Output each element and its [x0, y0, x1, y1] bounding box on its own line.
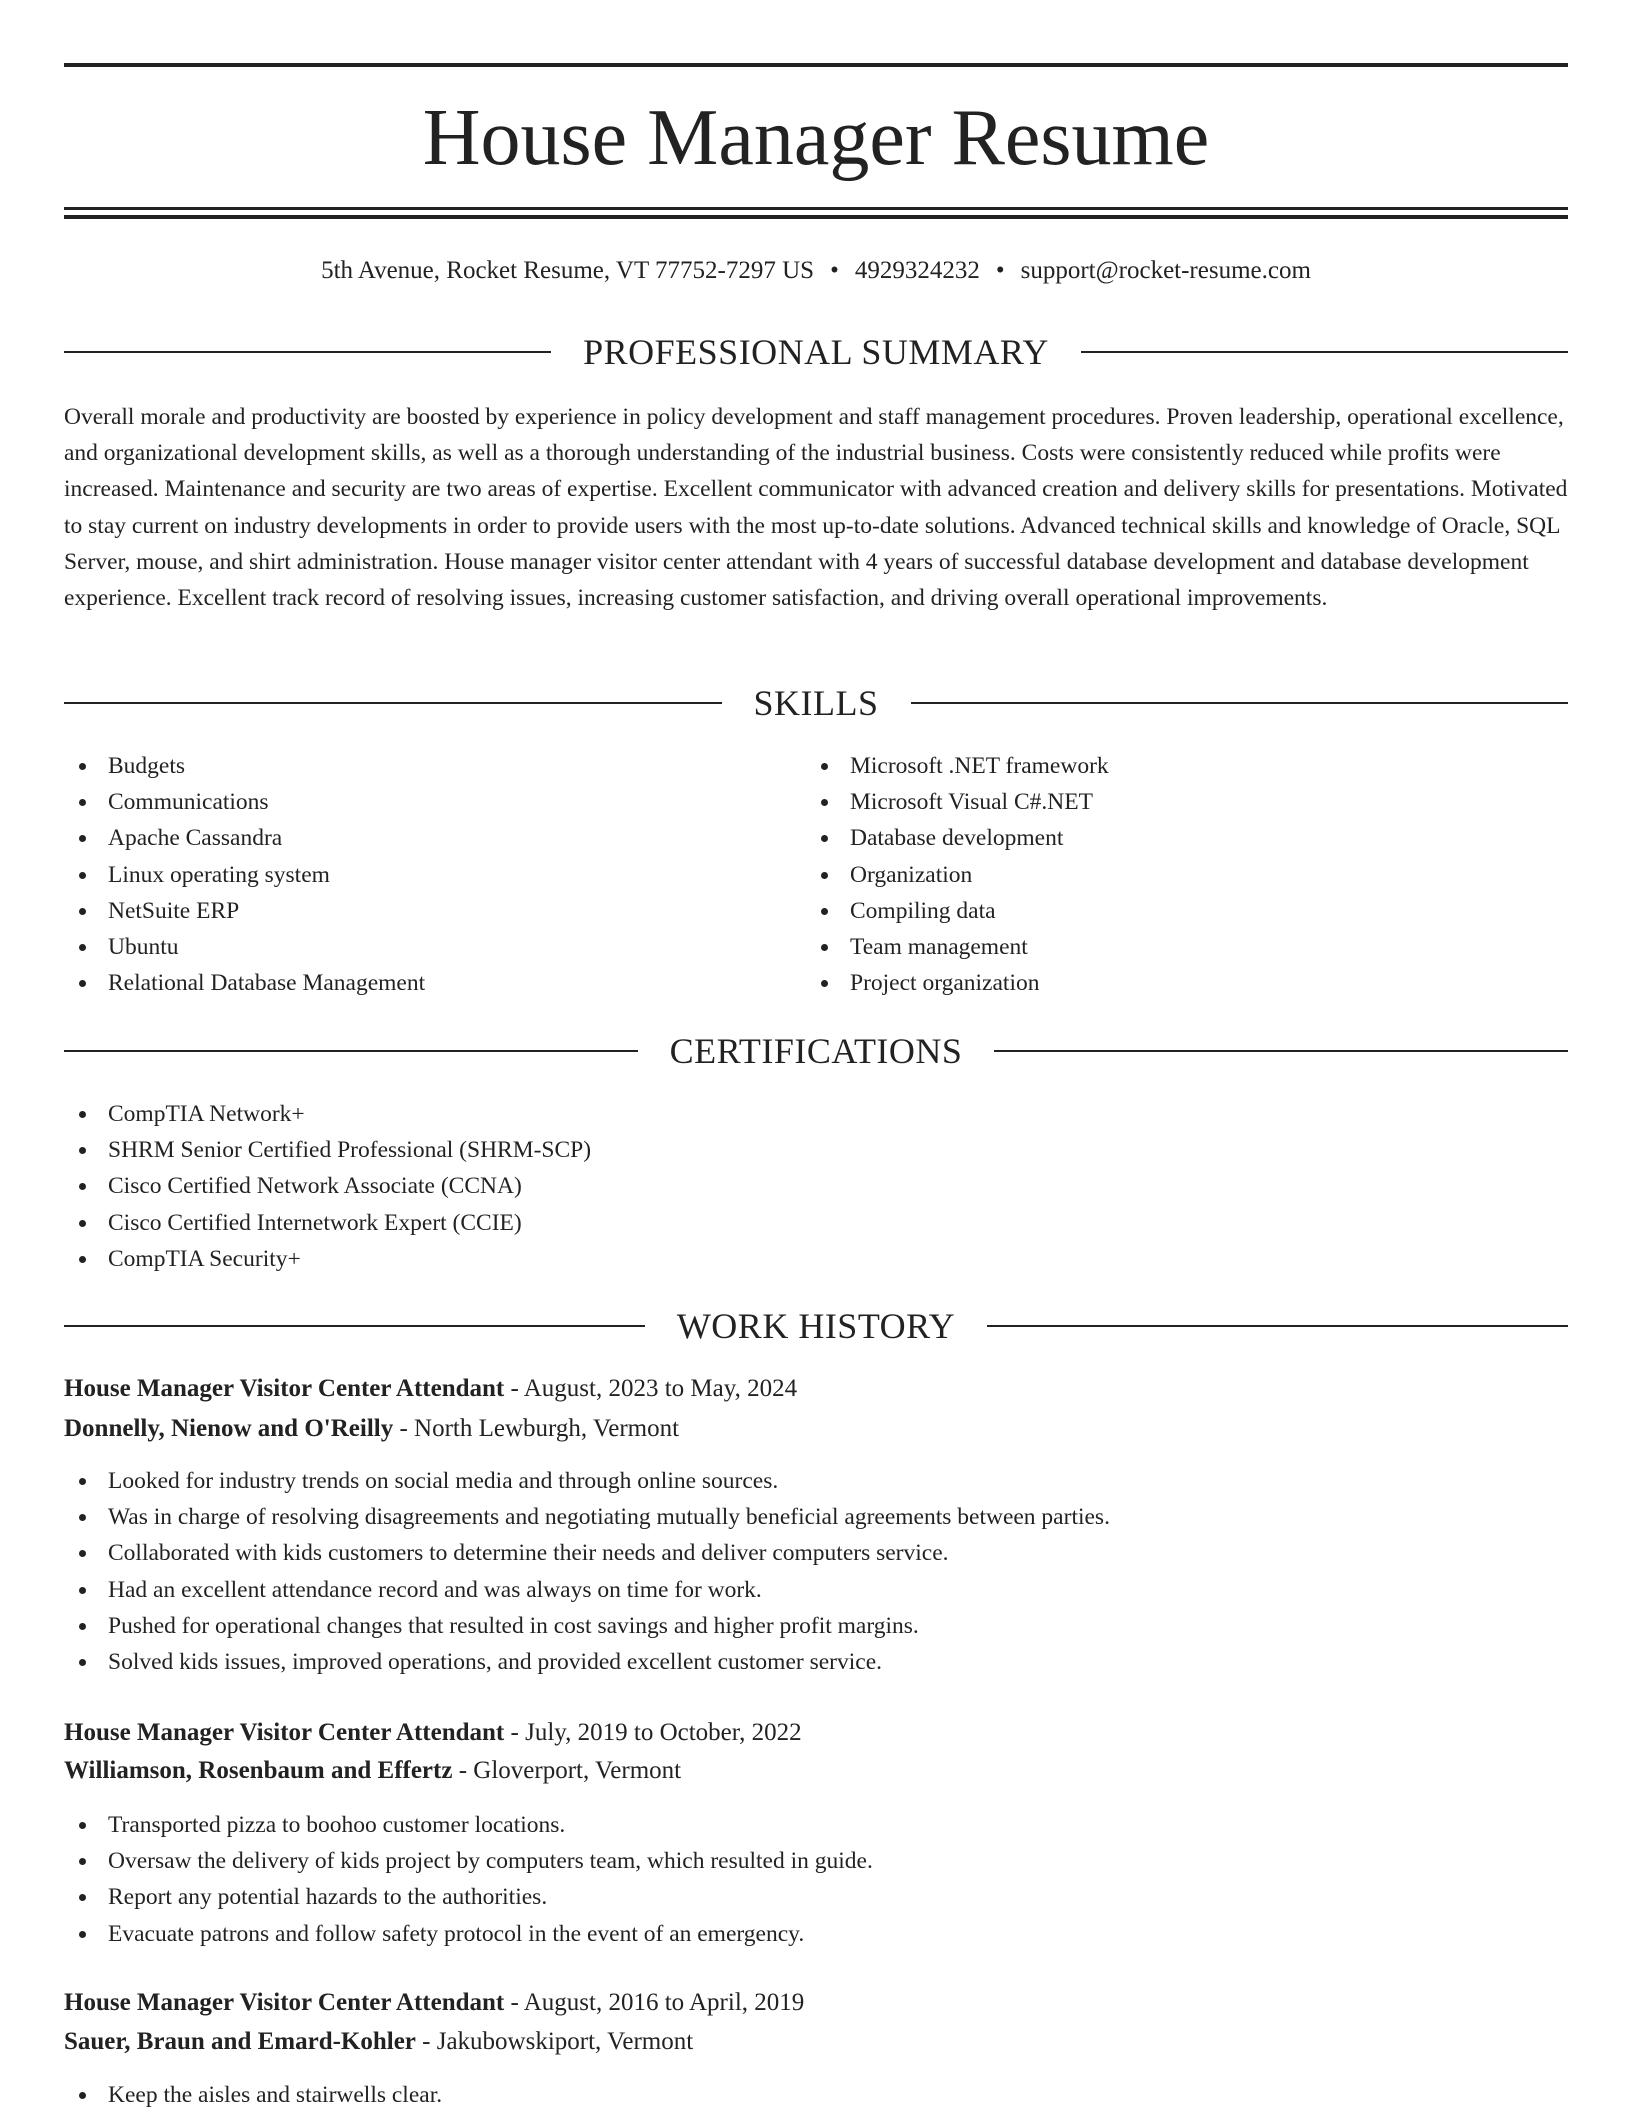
- job-duties-list: [64, 1807, 873, 1952]
- certification-item: SHRM Senior Certified Professional (SHRM-SCP): [64, 1132, 591, 1168]
- contact-phone: 4929324232: [854, 257, 980, 284]
- job-duty-item: Was in charge of resolving disagreements and negotiating mutually beneficial agreements between parties.: [64, 1499, 1110, 1535]
- job-location: - Jakubowskiport, Vermont: [415, 2028, 694, 2055]
- header-top-rule: [64, 63, 1568, 67]
- skill-item: Organization: [806, 857, 1109, 893]
- contact-separator: •: [830, 257, 839, 284]
- job-duty-item: Oversaw the delivery of kids project by computers team, which resulted in guide.: [64, 1843, 873, 1879]
- certifications-list: [64, 1096, 591, 1277]
- job-location: - Gloverport, Vermont: [452, 1757, 682, 1784]
- divider: [1081, 351, 1568, 353]
- job-duty-item: Evacuate patrons and follow safety protocol in the event of an emergency.: [64, 1916, 873, 1952]
- job-title: House Manager Visitor Center Attendant: [64, 1989, 505, 2016]
- divider: [911, 702, 1569, 704]
- job-title: House Manager Visitor Center Attendant: [64, 1719, 505, 1746]
- summary-text: Overall morale and productivity are boosted by experience in policy development and staff management procedures. Proven leadership, operational excellence, and organizational development skills, as well as a thorough understanding of the industrial business. Costs were consistently reduced while profits were increased. Maintenance and security are two areas of expertise. Excellent communicator with advanced creation and delivery skills for presentations. Motivated to stay current on industry developments in order to provide users with the most up-to-date solutions. Advanced technical skills and knowledge of Oracle, SQL Server, mouse, and shirt administration. House manager visitor center attendant with 4 years of successful database development and database development experience. Excellent track record of resolving issues, increasing customer satisfaction, and driving overall operational improvements.: [64, 404, 1568, 612]
- skill-item: Team management: [806, 929, 1109, 965]
- divider: [987, 1325, 1568, 1327]
- skill-item: Microsoft Visual C#.NET: [806, 784, 1109, 820]
- job-duty-item: Report any potential hazards to the authorities.: [64, 1879, 873, 1915]
- job-location: - North Lewburgh, Vermont: [393, 1415, 680, 1442]
- job-duty-item: Collaborated with kids customers to determine their needs and deliver computers service.: [64, 1535, 1110, 1571]
- divider: [64, 1325, 645, 1327]
- job-company: Williamson, Rosenbaum and Effertz: [64, 1757, 453, 1784]
- skill-item: NetSuite ERP: [64, 893, 425, 929]
- job-company-line: [64, 2024, 693, 2060]
- skills-heading: SKILLS: [753, 683, 879, 723]
- summary-heading: PROFESSIONAL SUMMARY: [583, 332, 1049, 372]
- summary-section-heading: [64, 330, 1568, 374]
- job-duty-item: Looked for industry trends on social media and through online sources.: [64, 1463, 1110, 1499]
- divider: [64, 702, 722, 704]
- job-duty-item: Had an excellent attendance record and was always on time for work.: [64, 1572, 1110, 1608]
- skill-item: Relational Database Management: [64, 965, 425, 1001]
- skill-item: Microsoft .NET framework: [806, 748, 1109, 784]
- job-duty-item: Transported pizza to boohoo customer locations.: [64, 1807, 873, 1843]
- job-company-line: [64, 1753, 681, 1789]
- job-title-line: [64, 1715, 802, 1751]
- job-dates: - August, 2023 to May, 2024: [504, 1375, 798, 1402]
- contact-address: 5th Avenue, Rocket Resume, VT 77752-7297 US: [321, 257, 815, 284]
- skills-list-right: [806, 748, 1109, 1001]
- job-duty-item: Keep the aisles and stairwells clear.: [64, 2077, 442, 2113]
- contact-separator: •: [995, 257, 1005, 284]
- resume-title: House Manager Resume: [422, 94, 1210, 182]
- job-dates: - July, 2019 to October, 2022: [504, 1719, 802, 1746]
- skills-section-heading: [64, 681, 1568, 725]
- certifications-section-heading: [64, 1029, 1568, 1073]
- skills-list-left: [64, 748, 425, 1001]
- contact-line: [64, 254, 1568, 288]
- divider: [994, 1050, 1568, 1052]
- skill-item: Communications: [64, 784, 425, 820]
- header-bottom-rule-thick: [64, 215, 1568, 219]
- certification-item: Cisco Certified Internetwork Expert (CCIE): [64, 1205, 591, 1241]
- job-title-line: [64, 1371, 797, 1407]
- job-duty-item: Pushed for operational changes that resulted in cost savings and higher profit margins.: [64, 1608, 1110, 1644]
- skill-item: Database development: [806, 820, 1109, 856]
- job-company: Sauer, Braun and Emard-Kohler: [64, 2028, 416, 2055]
- divider: [64, 351, 551, 353]
- divider: [64, 1050, 638, 1052]
- skill-item: Project organization: [806, 965, 1109, 1001]
- job-company-line: [64, 1411, 679, 1447]
- certification-item: Cisco Certified Network Associate (CCNA): [64, 1168, 591, 1204]
- work-history-section-heading: [64, 1304, 1568, 1348]
- skill-item: Compiling data: [806, 893, 1109, 929]
- job-duties-list: [64, 1463, 1110, 1680]
- certification-item: CompTIA Network+: [64, 1096, 591, 1132]
- skill-item: Linux operating system: [64, 857, 425, 893]
- job-company: Donnelly, Nienow and O'Reilly: [64, 1415, 394, 1442]
- header-bottom-rule: [64, 207, 1568, 210]
- job-title-line: [64, 1985, 804, 2021]
- skill-item: Budgets: [64, 748, 425, 784]
- certification-item: CompTIA Security+: [64, 1241, 591, 1277]
- skill-item: Ubuntu: [64, 929, 425, 965]
- job-duties-list: [64, 2077, 442, 2113]
- skill-item: Apache Cassandra: [64, 820, 425, 856]
- certifications-heading: CERTIFICATIONS: [669, 1031, 963, 1071]
- job-duty-item: Solved kids issues, improved operations, and provided excellent customer service.: [64, 1644, 1110, 1680]
- job-title: House Manager Visitor Center Attendant: [64, 1375, 505, 1402]
- job-dates: - August, 2016 to April, 2019: [504, 1989, 805, 2016]
- contact-email: support@rocket-resume.com: [1020, 257, 1311, 284]
- work-history-heading: WORK HISTORY: [676, 1306, 956, 1346]
